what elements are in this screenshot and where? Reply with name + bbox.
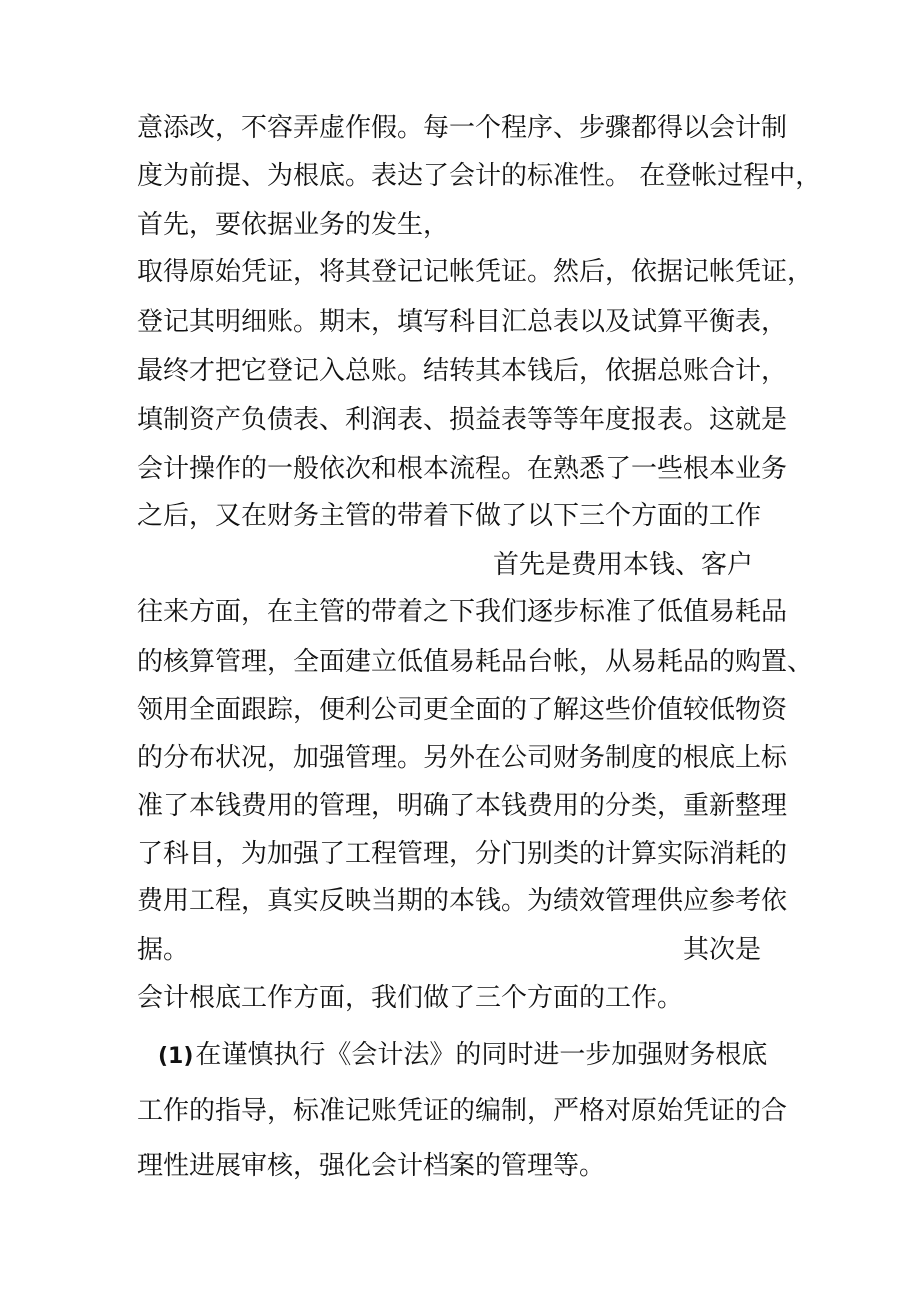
paragraph-line: 其次是 [683, 935, 762, 965]
list-item-number: (1) [158, 1044, 194, 1069]
paragraph-line: 费用工程，真实反映当期的本钱。为绩效管理供应参考依 [137, 886, 788, 916]
paragraph-line: 据。 [137, 935, 190, 965]
paragraph-line: 最终才把它登记入总账。结转其本钱后，依据总账合计， [137, 356, 788, 386]
paragraph-line: 度为前提、为根底。表达了会计的标准性。 在登帐过程中， [137, 161, 822, 191]
paragraph-line: 理性进展审核，强化会计档案的管理等。 [137, 1151, 606, 1181]
paragraph-line: 工作的指导，标准记账凭证的编制，严格对原始凭证的合 [137, 1096, 788, 1126]
paragraph-line: 准了本钱费用的管理，明确了本钱费用的分类，重新整理 [137, 791, 788, 821]
paragraph-line: 意添改，不容弄虚作假。每一个程序、步骤都得以会计制 [137, 113, 788, 143]
paragraph-line: 的核算管理，全面建立低值易耗品台帐，从易耗品的购置、 [137, 647, 814, 677]
paragraph-line: 登记其明细账。期末，填写科目汇总表以及试算平衡表， [137, 307, 788, 337]
paragraph-line: 之后，又在财务主管的带着下做了以下三个方面的工作 [137, 501, 762, 531]
paragraph-line: 往来方面，在主管的带着之下我们逐步标准了低值易耗品 [137, 597, 788, 627]
list-item-line [158, 1039, 767, 1073]
paragraph-line: 取得原始凭证，将其登记记帐凭证。然后，依据记帐凭证， [137, 257, 814, 287]
paragraph-line: 的分布状况，加强管理。另外在公司财务制度的根底上标 [137, 743, 788, 773]
paragraph-line: 了科目，为加强了工程管理，分门别类的计算实际消耗的 [137, 839, 788, 869]
paragraph-line: 领用全面跟踪，便利公司更全面的了解这些价值较低物资 [137, 695, 788, 725]
paragraph-line: 填制资产负债表、利润表、损益表等等年度报表。这就是 [137, 405, 788, 435]
paragraph-line: 会计操作的一般依次和根本流程。在熟悉了一些根本业务 [137, 454, 788, 484]
list-item-text: 在谨慎执行《会计法》的同时进一步加强财务根底 [195, 1040, 768, 1070]
paragraph-line: 首先，要依据业务的发生， [137, 210, 450, 240]
paragraph-line: 会计根底工作方面，我们做了三个方面的工作。 [137, 983, 684, 1013]
paragraph-line: 首先是费用本钱、客户 [493, 550, 754, 580]
